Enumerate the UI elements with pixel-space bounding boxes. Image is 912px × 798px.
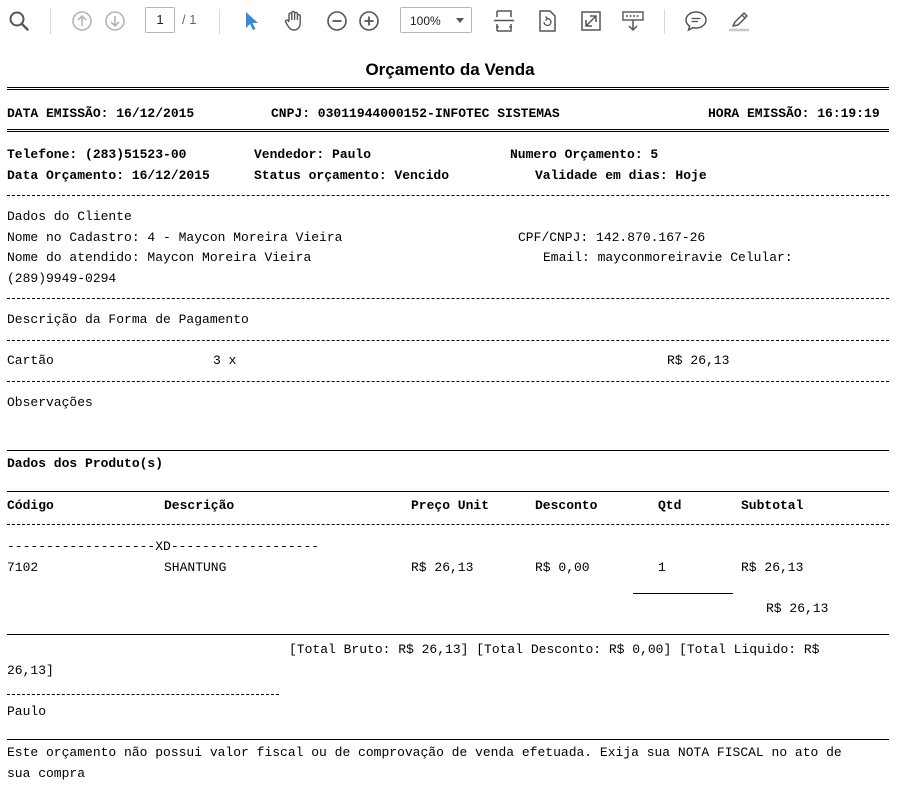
subtotal-underline: [633, 593, 733, 594]
zoom-out-icon[interactable]: [325, 8, 349, 34]
email-celular: Email: mayconmoreiravie Celular:: [543, 250, 793, 265]
separator-solid: [7, 739, 889, 740]
comment-icon[interactable]: [683, 8, 709, 34]
row-desconto: R$ 0,00: [535, 560, 590, 575]
products-total: R$ 26,13: [766, 601, 829, 616]
pdf-toolbar: [0, 0, 912, 42]
document-page: [0, 42, 912, 798]
data-emissao: DATA EMISSÃO: 16/12/2015: [7, 106, 195, 121]
col-preco-unit: Preço Unit: [411, 498, 490, 513]
totals-line: [Total Bruto: R$ 26,13] [Total Desconto: R$ 0,00] [Total Liquido: R$: [289, 642, 820, 657]
valor-pagamento: R$ 26,13: [667, 353, 730, 368]
chevron-down-icon: [456, 18, 464, 23]
col-qtd: Qtd: [658, 498, 682, 513]
forma-pagamento: Cartão: [7, 353, 54, 368]
zoom-in-icon[interactable]: [357, 8, 381, 34]
status-orcamento: Status orçamento: Vencido: [254, 168, 450, 183]
cliente-heading: Dados do Cliente: [7, 209, 132, 224]
parcelas: 3 x: [213, 353, 237, 368]
page-up-icon[interactable]: [70, 8, 94, 34]
highlight-icon[interactable]: [726, 8, 752, 34]
toolbar-divider: [50, 9, 51, 34]
separator-solid: [7, 450, 889, 451]
separator-solid: [7, 491, 889, 492]
row-subtotal: R$ 26,13: [741, 560, 804, 575]
hora-emissao: HORA EMISSÃO: 16:19:19: [708, 106, 880, 121]
search-icon[interactable]: [6, 8, 32, 34]
observacoes-heading: Observações: [7, 395, 93, 410]
fit-page-icon[interactable]: [491, 8, 517, 34]
row-descricao: SHANTUNG: [164, 560, 227, 575]
fullscreen-icon[interactable]: [578, 8, 604, 34]
produtos-heading: Dados dos Produto(s): [7, 456, 164, 471]
separator-dashed: [7, 524, 889, 525]
page-total-label: / 1: [182, 12, 197, 27]
page-down-icon[interactable]: [103, 8, 127, 34]
cpf-cnpj: CPF/CNPJ: 142.870.167-26: [518, 230, 706, 245]
toolbar-divider: [219, 9, 220, 34]
separator-double: [7, 87, 889, 91]
col-desconto: Desconto: [535, 498, 598, 513]
rotate-page-icon[interactable]: [535, 8, 559, 34]
disclaimer: Este orçamento não possui valor fiscal ou de comprovação de venda efetuada. Exija sua NOTA FISCAL no ato de: [7, 745, 842, 760]
separator-solid: [7, 634, 889, 635]
page-number-input[interactable]: 1: [145, 7, 175, 33]
zoom-select[interactable]: [400, 7, 472, 33]
separator-dashed: [7, 195, 889, 196]
zoom-value: 100%: [410, 14, 441, 28]
nome-atendido: Nome do atendido: Maycon Moreira Vieira: [7, 250, 312, 265]
data-orcamento: Data Orçamento: 16/12/2015: [7, 168, 210, 183]
separator-dashed: [7, 381, 889, 382]
group-label: -------------------XD-------------------: [7, 539, 320, 554]
row-qtd: 1: [658, 560, 666, 575]
hand-pan-icon[interactable]: [281, 8, 307, 34]
col-descricao: Descrição: [164, 498, 235, 513]
numero-orcamento: Numero Orçamento: 5: [510, 147, 659, 162]
vendedor-field: Vendedor: Paulo: [254, 147, 372, 162]
signature-line: [7, 694, 279, 695]
pagamento-heading: Descrição da Forma de Pagamento: [7, 312, 249, 327]
telefone-field: Telefone: (283)51523-00: [7, 147, 187, 162]
validade-field: Validade em dias: Hoje: [535, 168, 707, 183]
disclaimer-cont: sua compra: [7, 766, 86, 781]
cnpj-field: CNPJ: 03011944000152-INFOTEC SISTEMAS: [271, 106, 560, 121]
download-icon[interactable]: [620, 8, 646, 34]
signature-name: Paulo: [7, 704, 47, 719]
separator-dashed: [7, 298, 889, 299]
separator-double: [7, 129, 889, 133]
col-subtotal: Subtotal: [741, 498, 804, 513]
row-preco: R$ 26,13: [411, 560, 474, 575]
col-codigo: Código: [7, 498, 54, 513]
toolbar-divider: [664, 9, 665, 34]
celular-value: (289)9949-0294: [7, 271, 117, 286]
nome-cadastro: Nome no Cadastro: 4 - Maycon Moreira Vieira: [7, 230, 343, 245]
select-cursor-icon[interactable]: [240, 8, 262, 34]
totals-line-cont: 26,13]: [7, 663, 54, 678]
separator-dashed: [7, 340, 889, 341]
row-codigo: 7102: [7, 560, 39, 575]
page-title: Orçamento da Venda: [365, 60, 535, 79]
